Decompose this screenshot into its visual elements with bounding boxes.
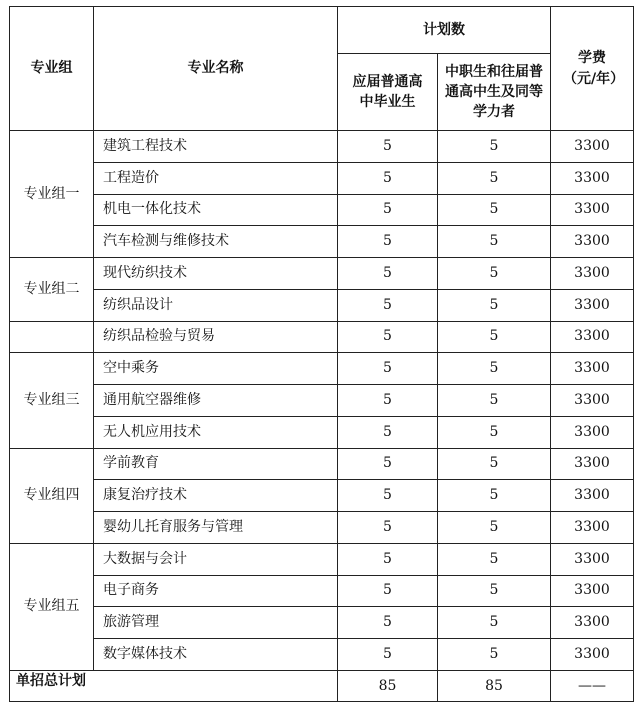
plan-other-cell: 5 [438, 162, 551, 194]
fee-cell: 3300 [551, 543, 634, 575]
header-plan-fresh: 应届普通高中毕业生 [338, 54, 438, 131]
plan-other-cell: 5 [438, 575, 551, 607]
fee-cell: 3300 [551, 321, 634, 353]
table-row [10, 448, 634, 480]
header-plan: 计划数 [338, 7, 551, 54]
plan-fresh-cell: 5 [338, 321, 438, 353]
enrollment-plan-table [9, 6, 634, 702]
major-name-cell: 汽车检测与维修技术 [94, 226, 338, 258]
group-name-cell: 专业组三 [10, 353, 94, 448]
header-major: 专业名称 [94, 7, 338, 131]
plan-fresh-cell: 5 [338, 543, 438, 575]
fee-cell: 3300 [551, 258, 634, 290]
total-other: 85 [438, 671, 551, 702]
plan-other-cell: 5 [438, 512, 551, 544]
plan-fresh-cell: 5 [338, 131, 438, 163]
major-name-cell: 康复治疗技术 [94, 480, 338, 512]
plan-fresh-cell: 5 [338, 226, 438, 258]
major-name-cell: 现代纺织技术 [94, 258, 338, 290]
plan-fresh-cell: 5 [338, 162, 438, 194]
plan-fresh-cell: 5 [338, 607, 438, 639]
plan-fresh-cell: 5 [338, 289, 438, 321]
header-group: 专业组 [10, 7, 94, 131]
plan-other-cell: 5 [438, 194, 551, 226]
major-name-cell: 纺织品检验与贸易 [94, 321, 338, 353]
plan-fresh-cell: 5 [338, 194, 438, 226]
major-name-cell: 大数据与会计 [94, 543, 338, 575]
group-name-cell [10, 321, 94, 353]
table-row [10, 194, 634, 226]
fee-cell: 3300 [551, 353, 634, 385]
table-row [10, 385, 634, 417]
plan-fresh-cell: 5 [338, 575, 438, 607]
plan-other-cell: 5 [438, 480, 551, 512]
table-row [10, 512, 634, 544]
fee-cell: 3300 [551, 448, 634, 480]
major-name-cell: 工程造价 [94, 162, 338, 194]
fee-cell: 3300 [551, 480, 634, 512]
major-name-cell: 学前教育 [94, 448, 338, 480]
table-row [10, 543, 634, 575]
plan-other-cell: 5 [438, 416, 551, 448]
major-name-cell: 旅游管理 [94, 607, 338, 639]
plan-other-cell: 5 [438, 543, 551, 575]
table-row [10, 416, 634, 448]
plan-fresh-cell: 5 [338, 639, 438, 671]
plan-fresh-cell: 5 [338, 353, 438, 385]
fee-cell: 3300 [551, 416, 634, 448]
table-row [10, 289, 634, 321]
table-row [10, 131, 634, 163]
plan-other-cell: 5 [438, 131, 551, 163]
major-name-cell: 婴幼儿托育服务与管理 [94, 512, 338, 544]
major-name-cell: 无人机应用技术 [94, 416, 338, 448]
plan-other-cell: 5 [438, 607, 551, 639]
plan-other-cell: 5 [438, 448, 551, 480]
plan-other-cell: 5 [438, 289, 551, 321]
group-name-cell: 专业组二 [10, 258, 94, 322]
table-row [10, 321, 634, 353]
fee-cell: 3300 [551, 131, 634, 163]
plan-other-cell: 5 [438, 258, 551, 290]
total-label: 单招总计划 [10, 671, 338, 702]
table-row [10, 162, 634, 194]
table-row [10, 353, 634, 385]
header-plan-other: 中职生和往届普通高中生及同等学力者 [438, 54, 551, 131]
table-row [10, 639, 634, 671]
plan-other-cell: 5 [438, 226, 551, 258]
group-name-cell: 专业组一 [10, 131, 94, 258]
table-row [10, 480, 634, 512]
plan-other-cell: 5 [438, 321, 551, 353]
total-fee: —— [551, 671, 634, 702]
major-name-cell: 建筑工程技术 [94, 131, 338, 163]
fee-cell: 3300 [551, 607, 634, 639]
fee-cell: 3300 [551, 162, 634, 194]
fee-cell: 3300 [551, 226, 634, 258]
major-name-cell: 空中乘务 [94, 353, 338, 385]
table-row [10, 575, 634, 607]
plan-other-cell: 5 [438, 385, 551, 417]
plan-fresh-cell: 5 [338, 480, 438, 512]
table-row [10, 226, 634, 258]
plan-other-cell: 5 [438, 353, 551, 385]
plan-fresh-cell: 5 [338, 385, 438, 417]
major-name-cell: 通用航空器维修 [94, 385, 338, 417]
plan-fresh-cell: 5 [338, 512, 438, 544]
plan-fresh-cell: 5 [338, 416, 438, 448]
group-name-cell: 专业组五 [10, 543, 94, 670]
major-name-cell: 机电一体化技术 [94, 194, 338, 226]
fee-cell: 3300 [551, 575, 634, 607]
plan-fresh-cell: 5 [338, 258, 438, 290]
table-body [10, 131, 634, 671]
header-fee: 学费（元/年） [551, 7, 634, 131]
plan-fresh-cell: 5 [338, 448, 438, 480]
fee-cell: 3300 [551, 385, 634, 417]
plan-other-cell: 5 [438, 639, 551, 671]
table-row [10, 258, 634, 290]
fee-cell: 3300 [551, 512, 634, 544]
major-name-cell: 纺织品设计 [94, 289, 338, 321]
total-row [10, 671, 634, 702]
fee-cell: 3300 [551, 289, 634, 321]
fee-cell: 3300 [551, 194, 634, 226]
table-row [10, 607, 634, 639]
fee-cell: 3300 [551, 639, 634, 671]
major-name-cell: 电子商务 [94, 575, 338, 607]
major-name-cell: 数字媒体技术 [94, 639, 338, 671]
total-fresh: 85 [338, 671, 438, 702]
group-name-cell: 专业组四 [10, 448, 94, 543]
